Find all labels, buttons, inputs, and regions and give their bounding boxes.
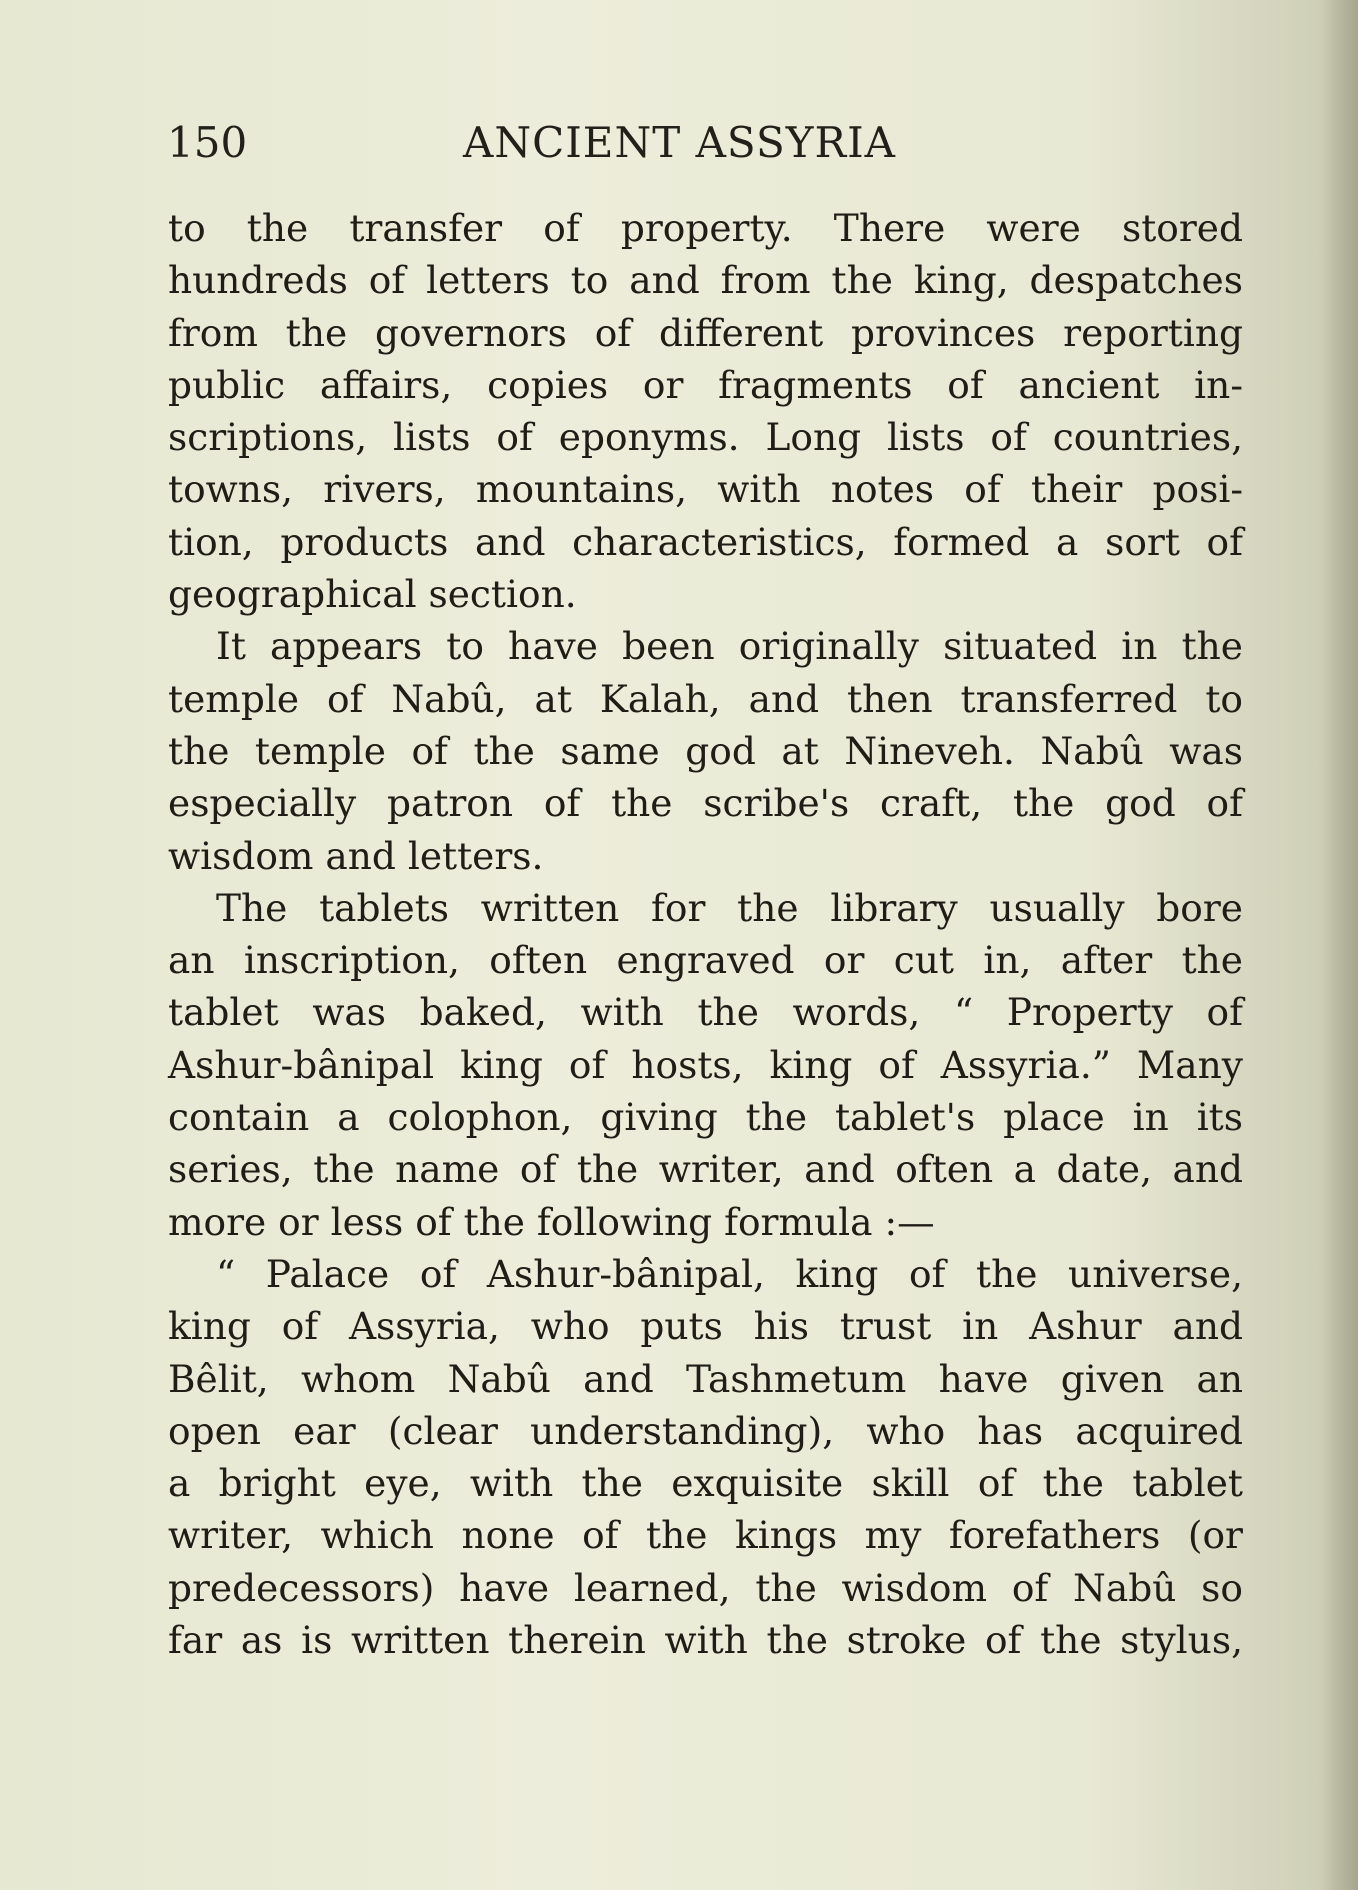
text-line: contain a colophon, giving the tablet's place in its (168, 1095, 1243, 1140)
text-line: from the governors of different provinces reporting (168, 310, 1243, 355)
page-edge-shadow (1322, 0, 1358, 1890)
running-head (167, 118, 1245, 178)
text-line: Ashur-bânipal king of hosts, king of Assyria.” Many (168, 1042, 1243, 1087)
text-line: tion, products and characteristics, formed a sort of (168, 519, 1243, 564)
paragraph-3 (168, 882, 1243, 1248)
page-number: 150 (167, 118, 248, 167)
text-line: open ear (clear understanding), who has acquired (168, 1408, 1243, 1453)
text-line: king of Assyria, who puts his trust in Ashur and (168, 1304, 1243, 1349)
text-line: wisdom and letters. (168, 833, 544, 878)
text-line: more or less of the following formula :— (168, 1199, 935, 1244)
text-line: public affairs, copies or fragments of ancient in- (168, 362, 1243, 407)
text-line: towns, rivers, mountains, with notes of their posi- (168, 467, 1243, 512)
text-line: an inscription, often engraved or cut in, after the (168, 938, 1243, 983)
text-line: “ Palace of Ashur-bânipal, king of the universe, (216, 1251, 1243, 1296)
body-text (168, 202, 1243, 1666)
paragraph-2 (168, 620, 1243, 881)
paragraph-1 (168, 202, 1243, 620)
text-line: The tablets written for the library usually bore (216, 885, 1243, 930)
text-line: hundreds of letters to and from the king, despatches (168, 258, 1243, 303)
paragraph-4 (168, 1248, 1243, 1666)
text-line: Bêlit, whom Nabû and Tashmetum have given an (168, 1356, 1243, 1401)
text-line: series, the name of the writer, and often a date, and (168, 1147, 1243, 1192)
text-line: tablet was baked, with the words, “ Property of (168, 990, 1243, 1035)
text-line: scriptions, lists of eponyms. Long lists of countries, (168, 415, 1243, 460)
text-line: especially patron of the scribe's craft, the god of (168, 781, 1243, 826)
text-line: geographical section. (168, 572, 577, 617)
text-line: temple of Nabû, at Kalah, and then transferred to (168, 676, 1243, 721)
text-line: a bright eye, with the exquisite skill of the tablet (168, 1461, 1243, 1506)
text-line: the temple of the same god at Nineveh. Nabû was (168, 728, 1243, 773)
text-line: far as is written therein with the stroke of the stylus, (168, 1618, 1243, 1663)
text-line: predecessors) have learned, the wisdom of Nabû so (168, 1565, 1243, 1610)
text-line: to the transfer of property. There were stored (168, 206, 1243, 250)
text-line: It appears to have been originally situated in the (216, 624, 1243, 669)
text-line: writer, which none of the kings my forefathers (or (168, 1513, 1243, 1558)
running-title: ANCIENT ASSYRIA (463, 118, 896, 167)
